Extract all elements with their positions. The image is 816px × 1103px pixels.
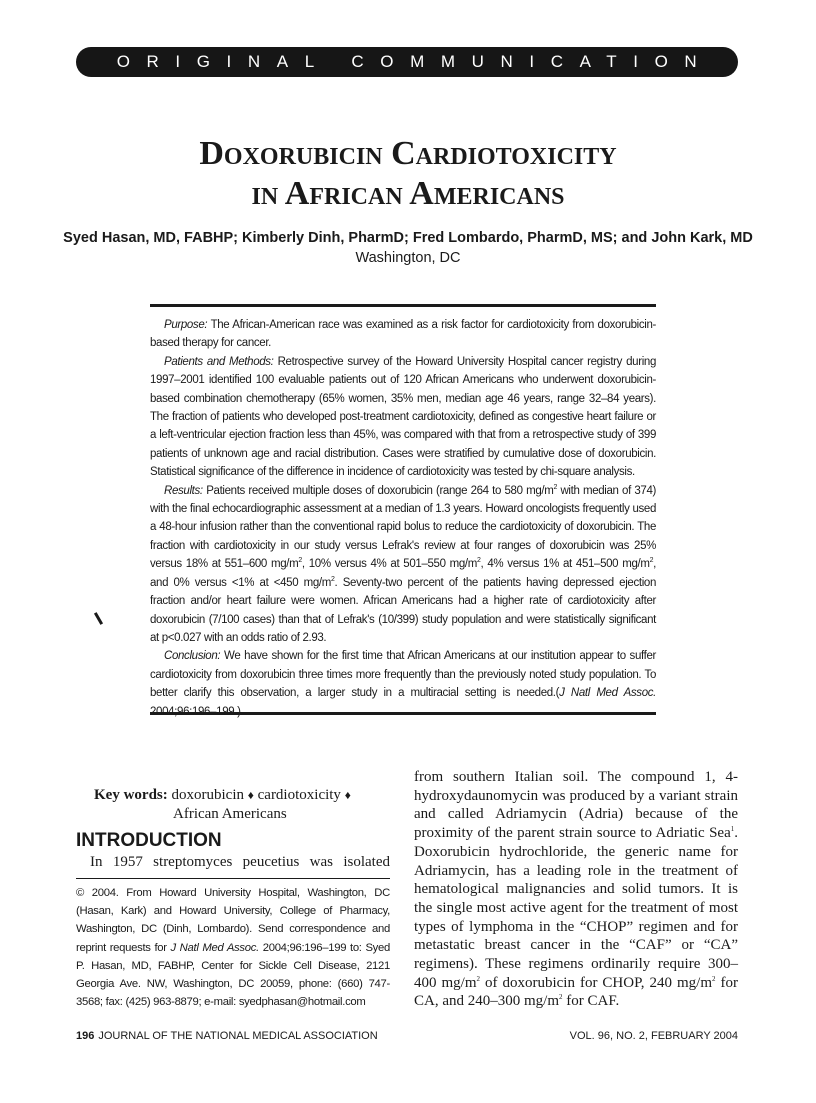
issue-info: VOL. 96, NO. 2, FEBRUARY 2004 [569, 1030, 738, 1042]
reference-superscript: 1 [730, 825, 735, 834]
footnote-rule [76, 878, 390, 879]
citation-journal: J Natl Med Assoc. [559, 687, 656, 700]
keywords [94, 786, 394, 824]
footnote-text: © 2004. From Howard University Hospital, Washington, DC (Hasan, Kark) and Howard University, College of Pharmacy, Washington, DC (Dinh, Lombardo). Send correspondence and reprint requests for [76, 887, 390, 954]
abstract-conclusion [150, 647, 656, 721]
superscript: 2 [298, 557, 302, 565]
intro-text: for CA, and 240–300 mg/m [414, 974, 738, 1010]
footnote-text: 2004;96:196–199 to: Syed P. Hasan, MD, FABHP, Center for Sickle Cell Disease, 2121 Georgia Ave. NW, Washington, DC 20059, phone: (660) 747-3568; fax: (425) 963-8879; e-mail: syedphasan@hotmail.com [76, 941, 390, 1009]
abstract-results [150, 482, 656, 648]
article-title-line-2: in African Americans [251, 175, 565, 212]
superscript: 2 [649, 557, 654, 565]
diamond-separator-icon: ♦ [247, 788, 254, 802]
abstract-methods [150, 353, 656, 482]
results-text: . Seventy-two percent of the patients having depressed ejection fraction and/or heart failure were women. African Americans had a higher rate of cardiotoxicity after doxorubicin (7/100 cases) than that of Lefrak's (10/399) study population and were statistically significant at p<0.027 with an odds ratio of 2.93. [150, 576, 656, 644]
superscript: 2 [330, 575, 335, 583]
abstract [150, 316, 656, 721]
abstract-purpose [150, 316, 656, 353]
keywords-line-2 [94, 805, 394, 824]
page-footer-left [76, 1029, 378, 1043]
diamond-separator-icon: ♦ [344, 788, 351, 802]
methods-text: Retrospective survey of the Howard University Hospital cancer registry during 1997–2001 identified 100 evaluable patients out of 120 African Americans who underwent doxorubicin-based combination chemotherapy (65% women, 35% men, median age 46 years, range 32–84 years). The fraction of patients who developed post-treatment cardiotoxicity, defined as congestive heart failure or a left-ventricular ejection fraction less than 45%, was compared with that from a retrospective study of 399 patients of unknown age and racial distribution. Cases were stratified by cumulative dose of doxorubicin. Statistical significance of the difference in incidence of cardiotoxicity was tested by chi-square analysis. [150, 355, 656, 479]
results-text: with median of 374) with the final echocardiographic assessment at a median of 1.3 years. Howard oncologists frequently used a 48-hour infusion rather than the conventional rapid bolus to reduce the cardiotoxicity of doxorubicin. The fraction with cardiotoxicity in our study versus Lefrak's review at four ranges of doxorubicin was 25% versus 18% at 551–600 mg/m [150, 484, 656, 571]
section-banner: ORIGINAL COMMUNICATION [76, 47, 738, 77]
keyword: doxorubicin [171, 787, 244, 803]
purpose-label: Purpose: [164, 319, 208, 331]
citation-open: ( [555, 687, 560, 700]
keyword: cardiotoxicity [257, 787, 341, 803]
purpose-text: The African-American race was examined as a risk factor for cardiotoxicity from doxorubicin-based therapy for cancer. [150, 319, 656, 350]
margin-pen-mark [94, 612, 103, 625]
keywords-line-1 [94, 786, 394, 805]
conclusion-text: We have shown for the first time that African Americans at our institution appear to suffer cardiotoxicity from doxorubicin three times more frequently than the previously noted study population. To better clarify this observation, a larger study in a multiracial setting is needed. [150, 650, 656, 700]
methods-label: Patients and Methods: [164, 355, 274, 368]
superscript: 2 [476, 557, 481, 565]
results-text: , 4% versus 1% at 451–500 mg/m [480, 558, 650, 571]
intro-text: . Doxorubicin hydrochloride, the generic name for Adriamycin, has a leading role in the treatment of hematological malignancies and solid tumors. It is the single most active agent for the treatment of most types of lymphoma in the “CHOP” regimen and for metastatic breast cancer in the “CAF” or “CA” regimens). These regimens ordinarily require 300–400 mg/m [414, 825, 738, 991]
superscript: 2 [476, 974, 480, 983]
intro-text: for CAF. [562, 993, 620, 1010]
introduction-body [414, 768, 738, 1011]
journal-name: JOURNAL OF THE NATIONAL MEDICAL ASSOCIATION [98, 1030, 378, 1042]
introduction-first-line: In 1957 streptomyces peucetius was isolated [90, 854, 390, 870]
keywords-label: Key words: [94, 787, 168, 803]
article-title-line-1: Doxorubicin Cardiotoxicity [199, 135, 617, 172]
conclusion-label: Conclusion: [164, 650, 221, 663]
introduction-heading: INTRODUCTION [76, 830, 222, 851]
superscript: 2 [712, 974, 716, 983]
affiliation-footnote [76, 884, 390, 1011]
page-number: 196 [76, 1030, 95, 1042]
results-label: Results: [164, 484, 203, 497]
keyword: African Americans [173, 806, 287, 822]
superscript: 2 [559, 993, 563, 1002]
footnote-journal: J Natl Med Assoc. [170, 941, 259, 954]
results-text: Patients received multiple doses of doxorubicin (range 264 to 580 mg/m [202, 484, 554, 497]
intro-text: from southern Italian soil. The compound 1, 4-hydroxydaunomycin was produced by a variant strain and called Adriamycin (Adria) because of the proximity of the parent strain source to Adriatic Sea [414, 769, 738, 842]
author-list: Syed Hasan, MD, FABHP; Kimberly Dinh, PharmD; Fred Lombardo, PharmD, MS; and John Kark, MD [63, 230, 753, 246]
results-text: , 10% versus 4% at 501–550 mg/m [301, 558, 477, 571]
abstract-top-rule [150, 304, 656, 307]
results-text: , and 0% versus <1% at <450 mg/m [150, 558, 656, 589]
intro-text: of doxorubicin for CHOP, 240 mg/m [480, 974, 713, 991]
abstract-bottom-rule [150, 712, 656, 715]
author-location: Washington, DC [355, 250, 461, 266]
superscript: 2 [553, 483, 557, 491]
